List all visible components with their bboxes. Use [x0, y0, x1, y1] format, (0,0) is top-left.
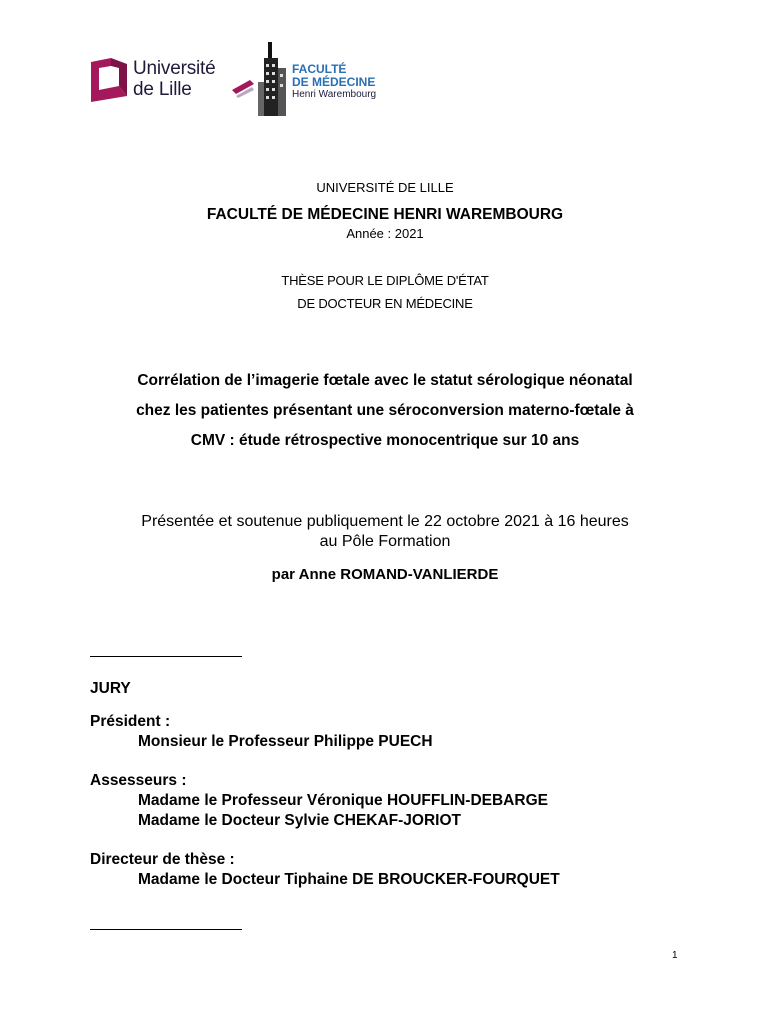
- president-label: Président :: [90, 713, 171, 730]
- thesis-type-line2: DE DOCTEUR EN MÉDECINE: [297, 296, 473, 311]
- academic-year: Année : 2021: [346, 226, 424, 241]
- defense-location: au Pôle Formation: [319, 533, 451, 550]
- lille-emblem-icon: [89, 56, 129, 108]
- thesis-title-line1: Corrélation de l’imagerie fœtale avec le statut sérologique néonatal: [137, 372, 633, 389]
- assessors-label: Assesseurs :: [90, 772, 187, 789]
- thesis-title: [70, 366, 700, 456]
- director-label: Directeur de thèse :: [90, 851, 235, 868]
- faculty-wordmark-line2: DE MÉDECINE: [292, 75, 376, 89]
- thesis-type-line1: THÈSE POUR LE DIPLÔME D'ÉTAT: [281, 273, 489, 288]
- president-name: Monsieur le Professeur Philippe PUECH: [138, 733, 433, 750]
- thesis-title-line2: chez les patientes présentant une séroconversion materno-fœtale à: [136, 402, 634, 419]
- page-number: 1: [672, 950, 678, 961]
- decorative-stripes-icon: [232, 76, 256, 98]
- lille-wordmark: [133, 58, 215, 100]
- divider-bottom: [90, 929, 242, 930]
- faculty-wordmark: [292, 63, 376, 101]
- universite-de-lille-logo: [89, 50, 229, 110]
- lille-wordmark-line1: Université: [133, 58, 216, 79]
- faculty-building-icon: [256, 42, 290, 116]
- author-name: par Anne ROMAND-VANLIERDE: [271, 566, 499, 583]
- faculty-wordmark-line1: FACULTÉ: [292, 62, 347, 76]
- faculty-name: FACULTÉ DE MÉDECINE HENRI WAREMBOURG: [206, 206, 564, 223]
- university-name: UNIVERSITÉ DE LILLE: [316, 180, 454, 195]
- divider-top: [90, 656, 242, 657]
- faculty-wordmark-line3: Henri Warembourg: [292, 89, 377, 100]
- defense-details: [60, 512, 710, 552]
- thesis-title-line3: CMV : étude rétrospective monocentrique sur 10 ans: [190, 432, 580, 449]
- director-name: Madame le Docteur Tiphaine DE BROUCKER-FOURQUET: [138, 871, 560, 888]
- jury-heading: JURY: [90, 680, 131, 697]
- defense-date: Présentée et soutenue publiquement le 22 octobre 2021 à 16 heures: [141, 513, 629, 530]
- assessor-name: Madame le Docteur Sylvie CHEKAF-JORIOT: [138, 812, 461, 829]
- lille-wordmark-line2: de Lille: [133, 79, 192, 100]
- assessor-name: Madame le Professeur Véronique HOUFFLIN-DEBARGE: [138, 792, 548, 809]
